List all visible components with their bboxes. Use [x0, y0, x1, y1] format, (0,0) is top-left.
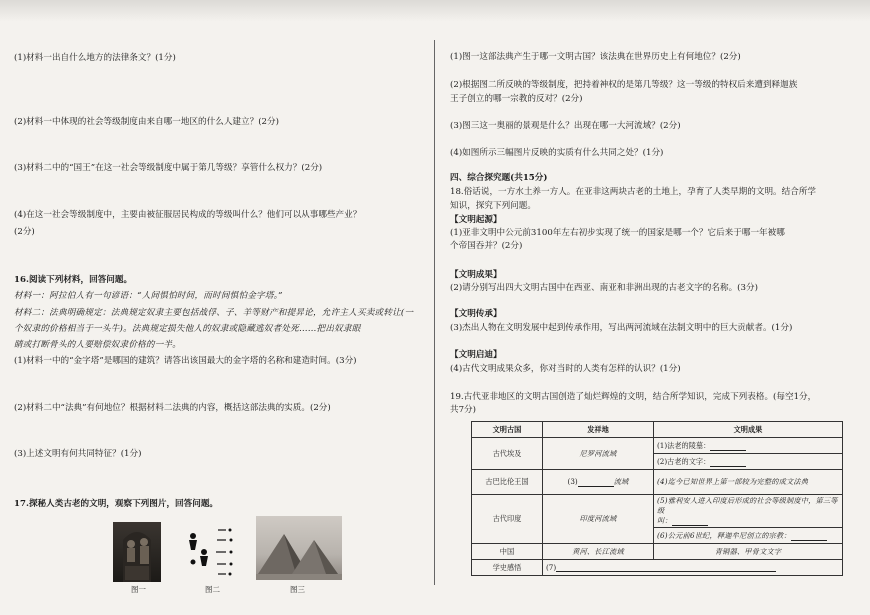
cell-babylon: 古巴比伦王国 [472, 470, 543, 495]
q17-4: (4)如图所示三幅图片反映的实质有什么共同之处？(1分) [450, 148, 664, 158]
scan-top-band [0, 0, 870, 22]
section-4-title: 四、综合探究题(共15分) [450, 173, 548, 183]
babylon-place-pre: (3) [567, 477, 578, 486]
egypt-r2-text: (2)古老的文字： [657, 456, 711, 466]
q16-2: (2)材料二中“法典”有何地位？根据材料二法典的内容，概括这部法典的实质。(2分) [14, 403, 331, 413]
caption-fig3: 图三 [290, 585, 305, 594]
header-achievements: 文明成果 [654, 422, 843, 438]
q16-material2b: 个奴隶的价格相当于一头牛)。法典规定损失他人的奴隶或隐藏逃奴者处死……把出奴隶眼 [14, 324, 361, 334]
q17-3: (3)图三这一奥丽的景观是什么？出现在哪一大河流域？(2分) [450, 121, 681, 131]
q16-material1: 材料一：阿拉伯人有一句谚语：“人间惧怕时间，而时间惧怕金字塔。” [14, 291, 283, 301]
cell-egypt: 古代埃及 [472, 438, 543, 470]
q15-4a: (4)在这一社会等级制度中，主要由被征服居民构成的等级叫什么？他们可以从事哪些产业？ [14, 210, 362, 220]
answer-blank [556, 563, 776, 572]
india-r1a-text: (5)雅利安人进入印度后形成的社会等级制度中，第三等级 [657, 496, 838, 515]
q16-1: (1)材料一中的“金字塔”是哪国的建筑？请答出该国最大的金字塔的名称和建造时间。(3分) [14, 356, 357, 366]
q16-material2c: 睛或打断骨头的人要赔偿奴隶价格的一半。 [14, 340, 182, 350]
table-row [472, 560, 843, 576]
india-r1b-text: 叫： [657, 516, 672, 525]
hammurabi-stele-image [113, 522, 161, 582]
header-origin: 发祥地 [543, 422, 654, 438]
cell-egypt-r2 [654, 454, 843, 470]
q18-1a: (1)亚非文明中公元前3100年左右初步实现了统一的国家是哪一个？它后来于哪一年被哪 [450, 228, 785, 238]
heading-enlight: 【文明启迪】 [450, 350, 502, 360]
q16-material2a: 材料二：法典明确规定：法典规定奴隶主要包括战俘、子、羊等财产和提昇论，允许主人买卖或转让(一 [14, 308, 414, 318]
cell-india-r2 [654, 528, 843, 544]
babylon-place-post: 流域 [613, 477, 629, 486]
cell-babylon-r: (4)迄今已知世界上第一部较为完整的成文法典 [654, 470, 843, 495]
cell-feel-r [543, 560, 843, 576]
cell-egypt-r1 [654, 438, 843, 454]
q16-title: 16.阅读下列材料，回答问题。 [14, 275, 133, 285]
q17-2b: 王子创立的哪一宗教的反对？(2分) [450, 94, 583, 104]
q19-b: 共7分) [450, 405, 477, 415]
cell-feel: 学史感悟 [472, 560, 543, 576]
heading-origin: 【文明起源】 [450, 215, 502, 225]
q15-2: (2)材料一中体现的社会等级制度由来自哪一地区的什么人建立？(2分) [14, 117, 279, 127]
q17-title: 17.探秘人类古老的文明，观察下列图片，回答问题。 [14, 499, 219, 509]
cell-china-r: 青铜器、甲骨文文字 [654, 544, 843, 560]
header-country: 文明古国 [472, 422, 543, 438]
civilization-table [471, 421, 843, 576]
caption-fig2: 图二 [205, 585, 220, 594]
q18-2: (2)请分别写出四大文明古国中在西亚、南亚和非洲出现的古老文字的名称。(3分) [450, 283, 758, 293]
cell-china-place: 黄河、长江流域 [543, 544, 654, 560]
cell-india: 古代印度 [472, 495, 543, 544]
q15-3: (3)材料二中的“国王”在这一社会等级制度中属于第几等级？享管什么权力？(2分) [14, 163, 323, 173]
table-row [472, 544, 843, 560]
answer-blank [710, 458, 746, 467]
q17-1: (1)图一这部法典产生于哪一文明古国？该法典在世界历史上有何地位？(2分) [450, 52, 741, 62]
cell-babylon-place [543, 470, 654, 495]
q15-1: (1)材料一出自什么地方的法律条文？(1分) [14, 53, 176, 63]
answer-blank [672, 517, 708, 526]
answer-blank [578, 478, 614, 487]
table-row [472, 470, 843, 495]
table-row [472, 495, 843, 528]
answer-blank [710, 442, 746, 451]
table-row [472, 438, 843, 454]
cell-india-place: 印度河流域 [543, 495, 654, 544]
q18-4: (4)古代文明成果众多，你对当时的人类有怎样的认识？(1分) [450, 364, 681, 374]
answer-blank [791, 532, 827, 541]
table-header-row [472, 422, 843, 438]
q18-b: 知识，探究下列问题。 [450, 201, 536, 211]
pyramids-image [256, 516, 342, 580]
cell-egypt-place: 尼罗河流域 [543, 438, 654, 470]
q18-a: 18.俗话说，一方水土养一方人。在亚非这两块古老的土地上，孕育了人类早期的文明。结合所学 [450, 187, 817, 197]
feel-r-text: (7) [546, 563, 557, 572]
q18-3: (3)杰出人物在文明发展中起到传承作用，写出两河流域在法制文明中的巨大贡献者。(1分) [450, 323, 793, 333]
india-r2-text: (6)公元前6世纪，释迦牟尼创立的宗教： [657, 530, 791, 540]
q18-1b: 个帝国吞并？(2分) [450, 241, 523, 251]
column-divider [434, 40, 435, 585]
q17-2a: (2)根据图二所反映的等级制度，把持着神权的是第几等级？这一等级的特权后来遭到释迦族 [450, 80, 798, 90]
caption-fig1: 图一 [131, 585, 146, 594]
heading-inherit: 【文明传承】 [450, 309, 502, 319]
caste-pyramid-image [184, 522, 239, 582]
q19-a: 19.古代亚非地区的文明古国创造了灿烂辉煌的文明，结合所学知识，完成下列表格。(每空1分， [450, 392, 817, 402]
cell-india-r1 [654, 495, 843, 528]
q16-3: (3)上述文明有何共同特征？(1分) [14, 449, 142, 459]
egypt-r1-text: (1)法老的陵墓： [657, 440, 711, 450]
cell-china: 中国 [472, 544, 543, 560]
heading-result: 【文明成果】 [450, 270, 502, 280]
q15-4b: (2分) [14, 227, 35, 237]
